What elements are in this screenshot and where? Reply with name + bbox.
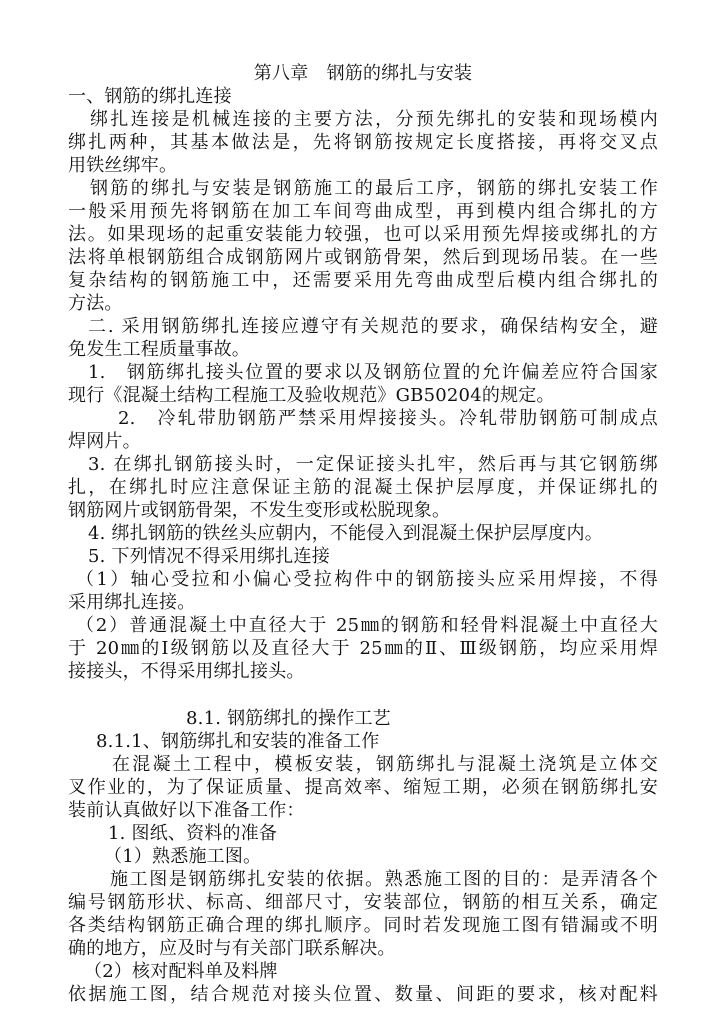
section-heading: 8.1. 钢筋绑扎的操作工艺 [186, 708, 391, 729]
list-item: 2. 冷轧带肋钢筋严禁采用焊接接头。冷轧带肋钢筋可制成点 [118, 408, 658, 429]
subsection-heading: 8.1.1、钢筋绑扎和安装的准备工作 [96, 731, 380, 752]
text-line: 叉作业的，为了保证质量、提高效率、缩短工期，必须在钢筋绑扎安 [68, 777, 658, 798]
text-line: 绑扎两种，其基本做法是，先将钢筋按规定长度搭接，再将交叉点 [68, 132, 658, 153]
text-line: 法将单根钢筋组合成钢筋网片或钢筋骨架，然后到现场吊装。在一些 [68, 247, 658, 268]
text-line: 复杂结构的钢筋施工中，还需要采用先弯曲成型后模内组合绑扎的 [68, 270, 658, 291]
text-line: 绑扎连接是机械连接的主要方法，分预先绑扎的安装和现场模内 [90, 109, 658, 130]
text-line: 方法。 [68, 293, 123, 314]
text-line: 依据施工图，结合规范对接头位置、数量、间距的要求，核对配料 [68, 984, 658, 1005]
list-item: （2）普通混凝土中直径大于 25㎜的钢筋和轻骨料混凝土中直径大 [76, 615, 658, 636]
text-line: 现行《混凝土结构工程施工及验收规范》GB50204的规定。 [68, 385, 555, 406]
text-line: 接接头，不得采用绑扎接头。 [68, 661, 305, 682]
text-line: 在混凝土工程中，模板安装，钢筋绑扎与混凝土浇筑是立体交 [112, 754, 658, 775]
section-heading: 二. 采用钢筋绑扎连接应遵守有关规范的要求，确保结构安全，避 [88, 316, 658, 337]
text-line: 一般采用预先将钢筋在加工车间弯曲成型，再到模内组合绑扎的方 [68, 201, 658, 222]
text-line: 法。如果现场的起重安装能力较强，也可以采用预先焊接或绑扎的方 [68, 224, 658, 245]
chapter-title: 第八章 钢筋的绑扎与安装 [253, 63, 473, 84]
text-line: 焊网片。 [68, 431, 141, 452]
list-item: （2）核对配料单及料牌 [84, 961, 278, 982]
section-heading: 一、钢筋的绑扎连接 [68, 86, 232, 107]
text-line: 采用绑扎连接。 [68, 592, 196, 613]
text-line: 扎，在绑扎时应注意保证主筋的混凝土保护层厚度，并保证绑扎的 [68, 477, 658, 498]
list-item: 1. 钢筋绑扎接头位置的要求以及钢筋位置的允许偏差应符合国家 [88, 362, 658, 383]
list-item: 4. 绑扎钢筋的铁丝头应朝内，不能侵入到混凝土保护层厚度内。 [88, 523, 603, 544]
text-line: 钢筋网片或钢筋骨架，不发生变形或松脱现象。 [68, 500, 451, 521]
list-item: （1）熟悉施工图。 [104, 846, 262, 867]
text-line: 装前认真做好以下准备工作： [68, 800, 305, 821]
text-line: 用铁丝绑牢。 [68, 155, 178, 176]
text-line: 确的地方，应及时与有关部门联系解决。 [68, 938, 396, 959]
text-line: 钢筋的绑扎与安装是钢筋施工的最后工序，钢筋的绑扎安装工作 [90, 178, 658, 199]
list-item: 5. 下列情况不得采用绑扎连接 [88, 546, 330, 567]
text-line: 于 20㎜的Ⅰ级钢筋以及直径大于 25㎜的Ⅱ、Ⅲ级钢筋，均应采用焊 [68, 638, 658, 659]
text-line: 施工图是钢筋绑扎安装的依据。熟悉施工图的目的：是弄清各个 [110, 869, 658, 890]
list-item: （1）轴心受拉和小偏心受拉构件中的钢筋接头应采用焊接，不得 [76, 569, 658, 590]
text-line: 各类结构钢筋正确合理的绑扎顺序。同时若发现施工图有错漏或不明 [68, 915, 658, 936]
list-item: 3. 在绑扎钢筋接头时，一定保证接头扎牢，然后再与其它钢筋绑 [88, 454, 658, 475]
list-item: 1. 图纸、资料的准备 [108, 823, 278, 844]
text-line: 免发生工程质量事故。 [68, 339, 250, 360]
text-line: 编号钢筋形状、标高、细部尺寸，安装部位，钢筋的相互关系，确定 [68, 892, 658, 913]
